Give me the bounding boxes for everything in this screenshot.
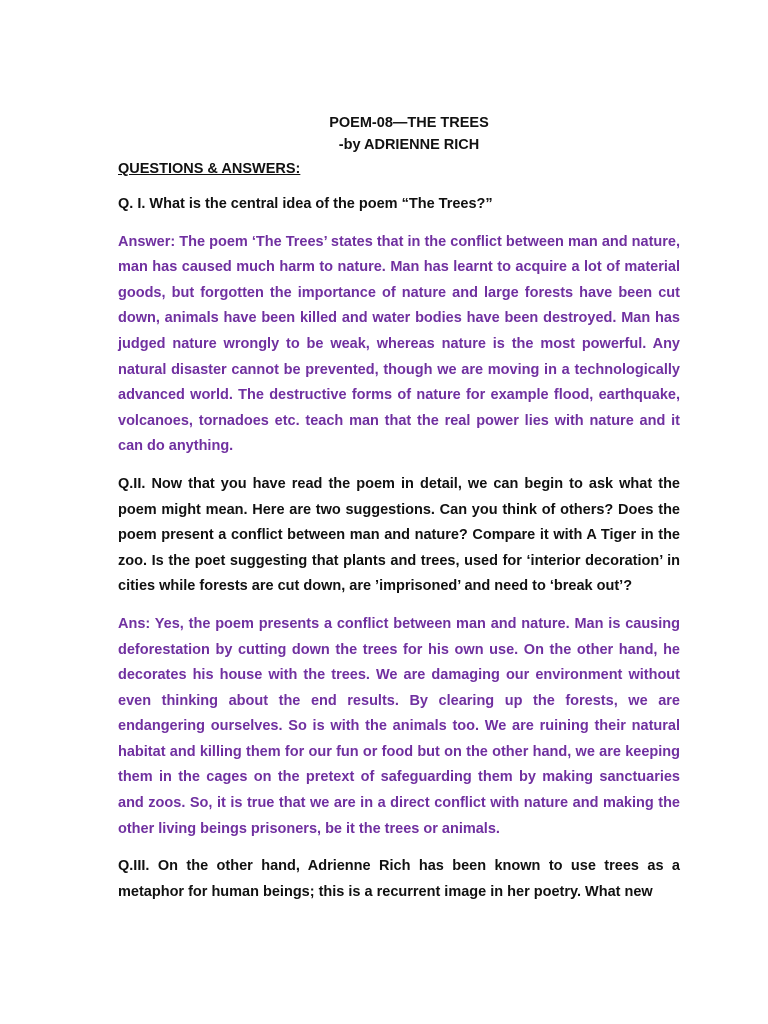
answer-1: Answer: The poem ‘The Trees’ states that in the conflict between man and nature, man has caused much harm to nature. Man has learnt to acquire a lot of material goods, but forgotten the importance of nature and large forests have been cut down, animals have been killed and water bodies have been destroyed. Man has judged nature wrongly to be weak, whereas nature is the most powerful. Any natural disaster cannot be prevented, though we are moving in a technologically advanced world. The destructive forms of nature for example flood, earthquake, volcanoes, tornadoes etc. teach man that the real power lies with nature and it can do anything. xyxy=(118,233,680,455)
question-3: Q.III. On the other hand, Adrienne Rich has been known to use trees as a metaphor for human beings; this is a recurrent image in her poetry. What new xyxy=(118,858,680,900)
question-1: Q. I. What is the central idea of the poem “The Trees?” xyxy=(118,196,493,212)
poem-author: -by ADRIENNE RICH xyxy=(338,137,480,153)
section-heading: QUESTIONS & ANSWERS: xyxy=(118,161,301,177)
poem-title: POEM-08—THE TREES xyxy=(329,115,489,131)
question-2: Q.II. Now that you have read the poem in detail, we can begin to ask what the poem might mean. Here are two suggestions. Can you think of others? Does the poem present a conflict between man and nature? Compare it with A Tiger in the zoo. Is the poet suggesting that plants and trees, used for ‘interior decoration’ in cities while forests are cut down, are ’imprisoned’ and need to ‘break out’? xyxy=(118,475,680,595)
answer-2: Ans: Yes, the poem presents a conflict between man and nature. Man is causing deforestation by cutting down the trees for his own use. On the other hand, he decorates his house with the trees. We are damaging our environment without even thinking about the end results. By clearing up the forests, we are endangering ourselves. So is with the animals too. We are ruining their natural habitat and killing them for our fun or food but on the other hand, we are keeping them in the cages on the pretext of safeguarding them by making sanctuaries and zoos. So, it is true that we are in a direct conflict with nature and making the other living beings prisoners, be it the trees or animals. xyxy=(118,615,680,837)
